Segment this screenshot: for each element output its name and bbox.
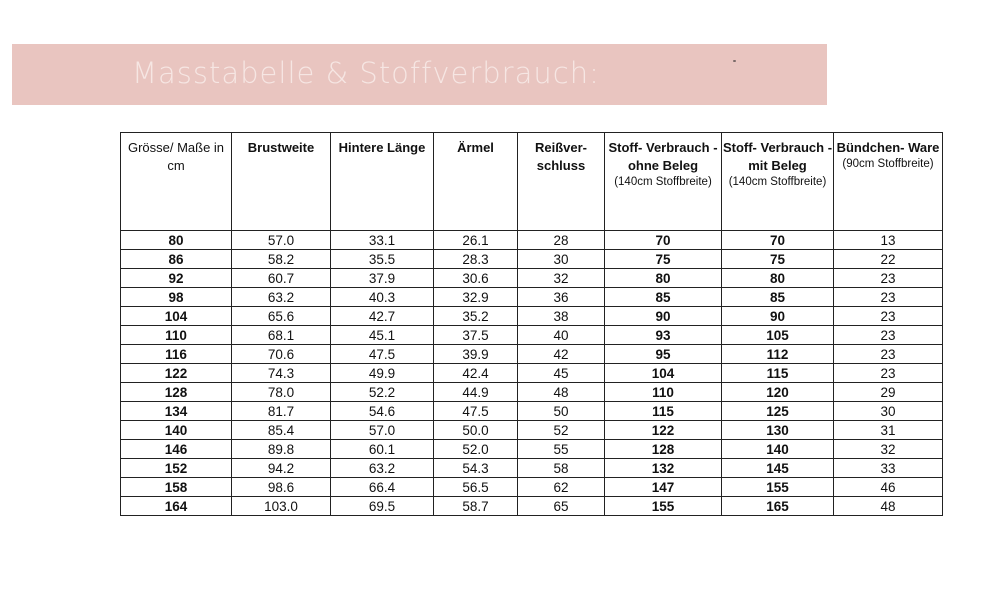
table-cell: 42.4 <box>434 364 518 383</box>
table-cell: 44.9 <box>434 383 518 402</box>
table-cell: 55 <box>518 440 605 459</box>
table-row <box>121 307 943 326</box>
table-cell: 146 <box>121 440 232 459</box>
table-cell: 49.9 <box>331 364 434 383</box>
table-cell: 62 <box>518 478 605 497</box>
table-cell: 30 <box>834 402 943 421</box>
table-cell: 57.0 <box>331 421 434 440</box>
table-cell: 46 <box>834 478 943 497</box>
header-label: Hintere Länge <box>338 140 426 155</box>
table-cell: 58.7 <box>434 497 518 516</box>
table-cell: 98 <box>121 288 232 307</box>
table-cell: 69.5 <box>331 497 434 516</box>
table-cell: 52.2 <box>331 383 434 402</box>
header-label: Stoff- Verbrauch - ohne Beleg <box>608 140 718 173</box>
header-chest <box>232 133 331 231</box>
table-cell: 23 <box>834 326 943 345</box>
table-cell: 66.4 <box>331 478 434 497</box>
table-cell: 54.3 <box>434 459 518 478</box>
table-cell: 50 <box>518 402 605 421</box>
table-cell: 39.9 <box>434 345 518 364</box>
table-cell: 23 <box>834 269 943 288</box>
table-cell: 35.5 <box>331 250 434 269</box>
title-banner <box>12 44 827 105</box>
table-cell: 52.0 <box>434 440 518 459</box>
table-cell: 63.2 <box>331 459 434 478</box>
table-row <box>121 459 943 478</box>
table-cell: 38 <box>518 307 605 326</box>
table-cell: 48 <box>518 383 605 402</box>
table-row <box>121 345 943 364</box>
table-cell: 23 <box>834 288 943 307</box>
table-cell: 128 <box>605 440 722 459</box>
table-row <box>121 421 943 440</box>
table-cell: 70 <box>605 231 722 250</box>
table-cell: 104 <box>121 307 232 326</box>
table-cell: 45 <box>518 364 605 383</box>
table-cell: 22 <box>834 250 943 269</box>
header-sublabel: (140cm Stoffbreite) <box>728 176 827 188</box>
table-cell: 140 <box>722 440 834 459</box>
table-cell: 147 <box>605 478 722 497</box>
scan-speck <box>733 60 736 62</box>
table-cell: 32 <box>834 440 943 459</box>
table-cell: 29 <box>834 383 943 402</box>
table-cell: 155 <box>722 478 834 497</box>
table-cell: 90 <box>605 307 722 326</box>
table-cell: 116 <box>121 345 232 364</box>
table-cell: 54.6 <box>331 402 434 421</box>
table-cell: 33 <box>834 459 943 478</box>
table-cell: 30.6 <box>434 269 518 288</box>
table-cell: 103.0 <box>232 497 331 516</box>
table-body <box>121 231 943 516</box>
header-zipper <box>518 133 605 231</box>
table-row <box>121 402 943 421</box>
table-cell: 40.3 <box>331 288 434 307</box>
table-cell: 155 <box>605 497 722 516</box>
table-cell: 56.5 <box>434 478 518 497</box>
header-sublabel: (140cm Stoffbreite) <box>614 176 712 188</box>
table-row <box>121 250 943 269</box>
header-label: Ärmel <box>457 140 494 155</box>
table-cell: 23 <box>834 345 943 364</box>
table-cell: 85 <box>722 288 834 307</box>
table-cell: 110 <box>121 326 232 345</box>
table-cell: 58 <box>518 459 605 478</box>
size-table <box>120 132 943 516</box>
table-cell: 164 <box>121 497 232 516</box>
table-cell: 45.1 <box>331 326 434 345</box>
table-cell: 130 <box>722 421 834 440</box>
table-cell: 93 <box>605 326 722 345</box>
page-title: Masstabelle & Stoffverbrauch: <box>132 56 600 90</box>
table-row <box>121 231 943 250</box>
table-cell: 13 <box>834 231 943 250</box>
table-cell: 140 <box>121 421 232 440</box>
table-cell: 75 <box>605 250 722 269</box>
table-cell: 115 <box>722 364 834 383</box>
table-cell: 152 <box>121 459 232 478</box>
table-cell: 104 <box>605 364 722 383</box>
table-cell: 145 <box>722 459 834 478</box>
table-cell: 36 <box>518 288 605 307</box>
table-cell: 90 <box>722 307 834 326</box>
header-sleeve <box>434 133 518 231</box>
table-cell: 28 <box>518 231 605 250</box>
table-cell: 40 <box>518 326 605 345</box>
header-label: Brustweite <box>247 140 315 155</box>
table-cell: 33.1 <box>331 231 434 250</box>
table-row <box>121 497 943 516</box>
table-row <box>121 288 943 307</box>
table-cell: 78.0 <box>232 383 331 402</box>
table-cell: 70.6 <box>232 345 331 364</box>
table-cell: 110 <box>605 383 722 402</box>
table-cell: 115 <box>605 402 722 421</box>
table-cell: 112 <box>722 345 834 364</box>
table-row <box>121 364 943 383</box>
table-row <box>121 478 943 497</box>
table-cell: 80 <box>722 269 834 288</box>
table-cell: 89.8 <box>232 440 331 459</box>
table-cell: 80 <box>605 269 722 288</box>
table-cell: 122 <box>121 364 232 383</box>
table-cell: 60.1 <box>331 440 434 459</box>
table-cell: 37.9 <box>331 269 434 288</box>
header-size <box>121 133 232 231</box>
table-cell: 60.7 <box>232 269 331 288</box>
table-cell: 86 <box>121 250 232 269</box>
table-cell: 120 <box>722 383 834 402</box>
table-cell: 58.2 <box>232 250 331 269</box>
table-cell: 23 <box>834 364 943 383</box>
table-cell: 32 <box>518 269 605 288</box>
table-cell: 37.5 <box>434 326 518 345</box>
header-cuff-fabric <box>834 133 943 231</box>
table-cell: 26.1 <box>434 231 518 250</box>
table-cell: 125 <box>722 402 834 421</box>
table-row <box>121 269 943 288</box>
header-fabric-with-facing <box>722 133 834 231</box>
table-row <box>121 440 943 459</box>
table-cell: 122 <box>605 421 722 440</box>
table-cell: 47.5 <box>331 345 434 364</box>
table-cell: 42 <box>518 345 605 364</box>
table-cell: 65.6 <box>232 307 331 326</box>
table-cell: 31 <box>834 421 943 440</box>
table-cell: 52 <box>518 421 605 440</box>
table-cell: 80 <box>121 231 232 250</box>
table-cell: 81.7 <box>232 402 331 421</box>
table-cell: 98.6 <box>232 478 331 497</box>
table-cell: 47.5 <box>434 402 518 421</box>
table-cell: 30 <box>518 250 605 269</box>
table-cell: 68.1 <box>232 326 331 345</box>
table-cell: 85 <box>605 288 722 307</box>
table-cell: 134 <box>121 402 232 421</box>
table-cell: 94.2 <box>232 459 331 478</box>
table-cell: 28.3 <box>434 250 518 269</box>
table-cell: 57.0 <box>232 231 331 250</box>
table-cell: 165 <box>722 497 834 516</box>
table-cell: 23 <box>834 307 943 326</box>
table-cell: 105 <box>722 326 834 345</box>
table-cell: 42.7 <box>331 307 434 326</box>
table-cell: 158 <box>121 478 232 497</box>
table-cell: 32.9 <box>434 288 518 307</box>
table-cell: 132 <box>605 459 722 478</box>
table-cell: 48 <box>834 497 943 516</box>
header-sublabel: (90cm Stoffbreite) <box>842 158 934 170</box>
table-cell: 128 <box>121 383 232 402</box>
table-cell: 50.0 <box>434 421 518 440</box>
header-back-length <box>331 133 434 231</box>
table-cell: 85.4 <box>232 421 331 440</box>
header-row <box>121 133 943 231</box>
table-cell: 35.2 <box>434 307 518 326</box>
table-cell: 65 <box>518 497 605 516</box>
table-cell: 75 <box>722 250 834 269</box>
header-label: Bündchen- Ware <box>836 140 940 155</box>
header-fabric-without-facing <box>605 133 722 231</box>
table-cell: 63.2 <box>232 288 331 307</box>
table-cell: 92 <box>121 269 232 288</box>
table-cell: 95 <box>605 345 722 364</box>
table-row <box>121 326 943 345</box>
header-label: Grösse/ Maße in cm <box>127 140 225 173</box>
table-cell: 74.3 <box>232 364 331 383</box>
table-row <box>121 383 943 402</box>
header-label: Reißver- schluss <box>534 140 588 173</box>
header-label: Stoff- Verbrauch - mit Beleg <box>722 140 833 173</box>
table-cell: 70 <box>722 231 834 250</box>
